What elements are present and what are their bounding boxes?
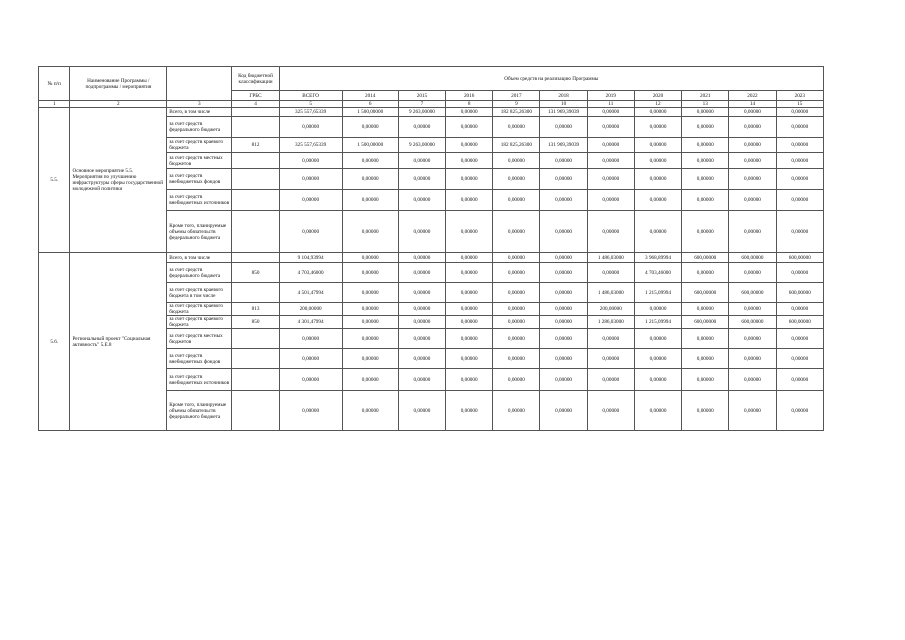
amount-cell: 0,00000 — [682, 153, 729, 169]
year-header: 2018 — [540, 91, 587, 101]
amount-cell: 0,00000 — [279, 329, 342, 349]
amount-cell: 0,00000 — [540, 283, 587, 303]
funding-source-label: за счет средств краевого бюджета — [167, 303, 232, 316]
amount-cell: 0,00000 — [634, 153, 681, 169]
amount-cell: 0,00000 — [493, 369, 540, 391]
amount-cell: 0,00000 — [398, 117, 445, 138]
grbs-code: 812 — [232, 138, 279, 153]
amount-cell: 0,00000 — [279, 190, 342, 211]
column-index: 13 — [682, 101, 729, 108]
year-header: 2021 — [682, 91, 729, 101]
grbs-code: 813 — [232, 303, 279, 316]
funding-source-label: за счет средств краевого бюджета — [167, 138, 232, 153]
grbs-code — [232, 190, 279, 211]
amount-cell: 0,00000 — [776, 349, 823, 369]
column-index: 12 — [634, 101, 681, 108]
amount-cell: 0,00000 — [634, 190, 681, 211]
amount-cell: 0,00000 — [342, 283, 398, 303]
amount-cell: 0,00000 — [634, 369, 681, 391]
funding-source-label: Всего, в том числе — [167, 253, 232, 263]
amount-cell: 0,00000 — [729, 153, 776, 169]
amount-cell: 0,00000 — [342, 211, 398, 253]
amount-cell: 0,00000 — [540, 329, 587, 349]
grbs-code — [232, 369, 279, 391]
amount-cell: 0,00000 — [682, 211, 729, 253]
amount-cell: 0,00000 — [634, 169, 681, 190]
column-index: 1 — [39, 101, 70, 108]
amount-cell: 0,00000 — [446, 169, 493, 190]
amount-cell: 0,00000 — [776, 138, 823, 153]
amount-cell: 0,00000 — [446, 211, 493, 253]
amount-cell: 0,00000 — [729, 138, 776, 153]
amount-cell: 0,00000 — [493, 253, 540, 263]
amount-cell: 0,00000 — [682, 369, 729, 391]
amount-cell: 0,00000 — [540, 349, 587, 369]
amount-cell: 0,00000 — [493, 190, 540, 211]
amount-cell: 1 286,03000 — [587, 316, 634, 329]
year-header: 2022 — [729, 91, 776, 101]
amount-cell: 9 263,00000 — [398, 108, 445, 117]
amount-cell: 0,00000 — [729, 369, 776, 391]
amount-cell: 0,00000 — [342, 349, 398, 369]
amount-cell: 600,00000 — [776, 316, 823, 329]
amount-cell: 0,00000 — [446, 253, 493, 263]
amount-cell: 0,00000 — [682, 349, 729, 369]
year-header: ВСЕГО — [279, 91, 342, 101]
grbs-code — [232, 253, 279, 263]
column-index: 4 — [232, 101, 279, 108]
amount-cell: 0,00000 — [398, 253, 445, 263]
amount-cell: 0,00000 — [342, 190, 398, 211]
year-header: 2020 — [634, 91, 681, 101]
amount-cell: 0,00000 — [634, 117, 681, 138]
amount-cell: 0,00000 — [776, 391, 823, 431]
grbs-code — [232, 349, 279, 369]
amount-cell: 0,00000 — [587, 391, 634, 431]
amount-cell: 0,00000 — [446, 263, 493, 283]
amount-cell: 0,00000 — [729, 117, 776, 138]
amount-cell: 0,00000 — [446, 329, 493, 349]
amount-cell: 0,00000 — [493, 153, 540, 169]
amount-cell: 0,00000 — [540, 153, 587, 169]
amount-cell: 0,00000 — [776, 369, 823, 391]
column-index: 9 — [493, 101, 540, 108]
amount-cell: 0,00000 — [776, 169, 823, 190]
amount-cell: 0,00000 — [587, 169, 634, 190]
amount-cell: 0,00000 — [342, 391, 398, 431]
amount-cell: 0,00000 — [446, 349, 493, 369]
amount-cell: 0,00000 — [776, 211, 823, 253]
amount-cell: 0,00000 — [634, 349, 681, 369]
amount-cell: 4 501,47994 — [279, 283, 342, 303]
funding-source-label: Кроме того, планируемые объемы обязательств федерального бюджета — [167, 211, 232, 253]
funding-source-label: за счет средств местных бюджетов — [167, 329, 232, 349]
grbs-code: 850 — [232, 263, 279, 283]
amount-cell: 0,00000 — [446, 190, 493, 211]
amount-cell: 0,00000 — [446, 108, 493, 117]
amount-cell: 0,00000 — [279, 369, 342, 391]
amount-cell: 0,00000 — [682, 329, 729, 349]
amount-cell: 600,00000 — [776, 253, 823, 263]
funding-source-label: за счет средств внебюджетных источников — [167, 369, 232, 391]
amount-cell: 0,00000 — [540, 190, 587, 211]
amount-cell: 131 969,39039 — [540, 138, 587, 153]
amount-cell: 0,00000 — [729, 108, 776, 117]
column-index: 5 — [279, 101, 342, 108]
amount-cell: 0,00000 — [279, 153, 342, 169]
table-row — [39, 108, 824, 117]
column-index: 7 — [398, 101, 445, 108]
amount-cell: 0,00000 — [446, 391, 493, 431]
amount-cell: 0,00000 — [342, 169, 398, 190]
amount-cell: 0,00000 — [587, 138, 634, 153]
amount-cell: 0,00000 — [729, 391, 776, 431]
amount-cell: 0,00000 — [493, 169, 540, 190]
amount-cell: 182 825,26300 — [493, 108, 540, 117]
amount-cell: 0,00000 — [493, 303, 540, 316]
amount-cell: 0,00000 — [776, 153, 823, 169]
budget-table — [38, 66, 824, 431]
amount-cell: 0,00000 — [342, 303, 398, 316]
amount-cell: 0,00000 — [398, 153, 445, 169]
amount-cell: 1 500,00000 — [342, 138, 398, 153]
amount-cell: 0,00000 — [634, 108, 681, 117]
header-grbs: ГРБС — [232, 91, 279, 101]
amount-cell: 1 486,03000 — [587, 283, 634, 303]
amount-cell: 0,00000 — [682, 169, 729, 190]
amount-cell: 325 557,65339 — [279, 108, 342, 117]
grbs-code — [232, 211, 279, 253]
amount-cell: 0,00000 — [776, 117, 823, 138]
amount-cell: 1 486,03000 — [587, 253, 634, 263]
amount-cell: 0,00000 — [540, 263, 587, 283]
section-name: Основное мероприятие 5.5. Мероприятия по улучшению инфраструктуры сферы государственной молодежной политики — [70, 108, 167, 253]
amount-cell: 0,00000 — [540, 303, 587, 316]
column-index: 15 — [776, 101, 823, 108]
amount-cell: 0,00000 — [493, 263, 540, 283]
amount-cell: 0,00000 — [776, 329, 823, 349]
amount-cell: 1 215,09994 — [634, 316, 681, 329]
grbs-code — [232, 117, 279, 138]
column-index: 3 — [167, 101, 232, 108]
amount-cell: 0,00000 — [493, 211, 540, 253]
amount-cell: 600,00000 — [729, 253, 776, 263]
year-header: 2023 — [776, 91, 823, 101]
amount-cell: 1 500,00000 — [342, 108, 398, 117]
amount-cell: 4 703,46000 — [279, 263, 342, 283]
amount-cell: 0,00000 — [540, 169, 587, 190]
amount-cell: 0,00000 — [682, 138, 729, 153]
funding-source-label: за счет средств краевого бюджета в том числе — [167, 283, 232, 303]
table-row — [39, 253, 824, 263]
year-header: 2019 — [587, 91, 634, 101]
year-header: 2014 — [342, 91, 398, 101]
grbs-code — [232, 153, 279, 169]
amount-cell: 0,00000 — [446, 138, 493, 153]
grbs-code — [232, 169, 279, 190]
amount-cell: 600,00000 — [729, 316, 776, 329]
amount-cell: 0,00000 — [446, 303, 493, 316]
amount-cell: 0,00000 — [342, 117, 398, 138]
grbs-code — [232, 391, 279, 431]
column-index: 6 — [342, 101, 398, 108]
amount-cell: 1 215,09994 — [634, 283, 681, 303]
amount-cell: 0,00000 — [682, 190, 729, 211]
amount-cell: 0,00000 — [776, 190, 823, 211]
column-index: 8 — [446, 101, 493, 108]
amount-cell: 0,00000 — [540, 117, 587, 138]
amount-cell: 0,00000 — [398, 211, 445, 253]
amount-cell: 0,00000 — [279, 391, 342, 431]
year-header: 2015 — [398, 91, 445, 101]
amount-cell: 0,00000 — [446, 283, 493, 303]
amount-cell: 0,00000 — [493, 117, 540, 138]
section-number: 5.5. — [39, 108, 70, 253]
amount-cell: 0,00000 — [540, 391, 587, 431]
amount-cell: 0,00000 — [587, 369, 634, 391]
amount-cell: 182 825,26300 — [493, 138, 540, 153]
header-blank — [167, 67, 232, 101]
funding-source-label: за счет средств внебюджетных источников — [167, 190, 232, 211]
amount-cell: 0,00000 — [682, 108, 729, 117]
funding-source-label: за счет средств внебюджетных фондов — [167, 169, 232, 190]
section-name: Региональный проект "Социальная активность" 5.Е.8 — [70, 253, 167, 431]
amount-cell: 0,00000 — [776, 303, 823, 316]
amount-cell: 0,00000 — [398, 316, 445, 329]
amount-cell: 0,00000 — [446, 117, 493, 138]
amount-cell: 0,00000 — [634, 138, 681, 153]
column-index: 11 — [587, 101, 634, 108]
amount-cell: 0,00000 — [776, 263, 823, 283]
header-volume: Объем средств на реализацию Программы — [279, 67, 823, 91]
amount-cell: 0,00000 — [446, 369, 493, 391]
grbs-code — [232, 329, 279, 349]
amount-cell: 0,00000 — [279, 211, 342, 253]
amount-cell: 0,00000 — [279, 349, 342, 369]
grbs-code: 850 — [232, 316, 279, 329]
amount-cell: 0,00000 — [540, 316, 587, 329]
amount-cell: 600,00000 — [776, 283, 823, 303]
amount-cell: 0,00000 — [398, 283, 445, 303]
amount-cell: 0,00000 — [729, 329, 776, 349]
amount-cell: 0,00000 — [729, 349, 776, 369]
header-num: № п/п — [39, 67, 70, 101]
amount-cell: 0,00000 — [540, 253, 587, 263]
column-index: 10 — [540, 101, 587, 108]
amount-cell: 0,00000 — [729, 211, 776, 253]
amount-cell: 0,00000 — [446, 153, 493, 169]
amount-cell: 0,00000 — [682, 303, 729, 316]
header-code: Код бюджетной классификации — [232, 67, 279, 91]
amount-cell: 0,00000 — [634, 391, 681, 431]
amount-cell: 0,00000 — [540, 211, 587, 253]
amount-cell: 0,00000 — [342, 153, 398, 169]
amount-cell: 0,00000 — [729, 263, 776, 283]
amount-cell: 325 557,65339 — [279, 138, 342, 153]
amount-cell: 0,00000 — [398, 303, 445, 316]
amount-cell: 0,00000 — [398, 169, 445, 190]
amount-cell: 0,00000 — [493, 283, 540, 303]
funding-source-label: за счет средств внебюджетных фондов — [167, 349, 232, 369]
amount-cell: 0,00000 — [634, 329, 681, 349]
amount-cell: 0,00000 — [398, 263, 445, 283]
funding-source-label: Всего, в том числе — [167, 108, 232, 117]
amount-cell: 0,00000 — [493, 391, 540, 431]
amount-cell: 600,00000 — [682, 253, 729, 263]
grbs-code — [232, 108, 279, 117]
amount-cell: 0,00000 — [493, 349, 540, 369]
amount-cell: 0,00000 — [682, 391, 729, 431]
amount-cell: 0,00000 — [446, 316, 493, 329]
amount-cell: 0,00000 — [634, 211, 681, 253]
amount-cell: 0,00000 — [398, 329, 445, 349]
amount-cell: 0,00000 — [587, 117, 634, 138]
amount-cell: 0,00000 — [587, 153, 634, 169]
funding-source-label: за счет средств краевого бюджета — [167, 316, 232, 329]
amount-cell: 0,00000 — [587, 211, 634, 253]
amount-cell: 0,00000 — [587, 108, 634, 117]
year-header: 2017 — [493, 91, 540, 101]
amount-cell: 0,00000 — [398, 190, 445, 211]
amount-cell: 200,00000 — [587, 303, 634, 316]
amount-cell: 0,00000 — [342, 316, 398, 329]
amount-cell: 0,00000 — [682, 263, 729, 283]
amount-cell: 0,00000 — [587, 190, 634, 211]
amount-cell: 0,00000 — [587, 329, 634, 349]
amount-cell: 131 969,39039 — [540, 108, 587, 117]
amount-cell: 0,00000 — [398, 349, 445, 369]
amount-cell: 0,00000 — [729, 169, 776, 190]
amount-cell: 0,00000 — [729, 190, 776, 211]
amount-cell: 9 263,00000 — [398, 138, 445, 153]
column-index: 14 — [729, 101, 776, 108]
amount-cell: 0,00000 — [776, 108, 823, 117]
amount-cell: 0,00000 — [493, 316, 540, 329]
amount-cell: 0,00000 — [342, 369, 398, 391]
amount-cell: 600,00000 — [682, 316, 729, 329]
column-index: 2 — [70, 101, 167, 108]
amount-cell: 0,00000 — [540, 369, 587, 391]
year-header: 2016 — [446, 91, 493, 101]
amount-cell: 200,00000 — [279, 303, 342, 316]
amount-cell: 0,00000 — [279, 117, 342, 138]
amount-cell: 0,00000 — [729, 303, 776, 316]
amount-cell: 0,00000 — [634, 303, 681, 316]
amount-cell: 0,00000 — [398, 391, 445, 431]
section-number: 5.6. — [39, 253, 70, 431]
funding-source-label: за счет средств федерального бюджета — [167, 117, 232, 138]
amount-cell: 0,00000 — [279, 169, 342, 190]
funding-source-label: Кроме того, планируемые объемы обязательств федерального бюджета — [167, 391, 232, 431]
amount-cell: 600,00000 — [682, 283, 729, 303]
amount-cell: 0,00000 — [682, 117, 729, 138]
amount-cell: 9 104,93994 — [279, 253, 342, 263]
grbs-code — [232, 283, 279, 303]
funding-source-label: за счет средств местных бюджетов — [167, 153, 232, 169]
amount-cell: 0,00000 — [398, 369, 445, 391]
header-name: Наименование Программы / подпрограммы / мероприятия — [70, 67, 167, 101]
funding-source-label: за счет средств федерального бюджета — [167, 263, 232, 283]
amount-cell: 0,00000 — [342, 263, 398, 283]
amount-cell: 0,00000 — [587, 349, 634, 369]
amount-cell: 0,00000 — [587, 263, 634, 283]
amount-cell: 0,00000 — [342, 329, 398, 349]
amount-cell: 4 301,47994 — [279, 316, 342, 329]
amount-cell: 0,00000 — [342, 253, 398, 263]
amount-cell: 4 703,46000 — [634, 263, 681, 283]
amount-cell: 0,00000 — [493, 329, 540, 349]
amount-cell: 600,00000 — [729, 283, 776, 303]
amount-cell: 3 968,89994 — [634, 253, 681, 263]
